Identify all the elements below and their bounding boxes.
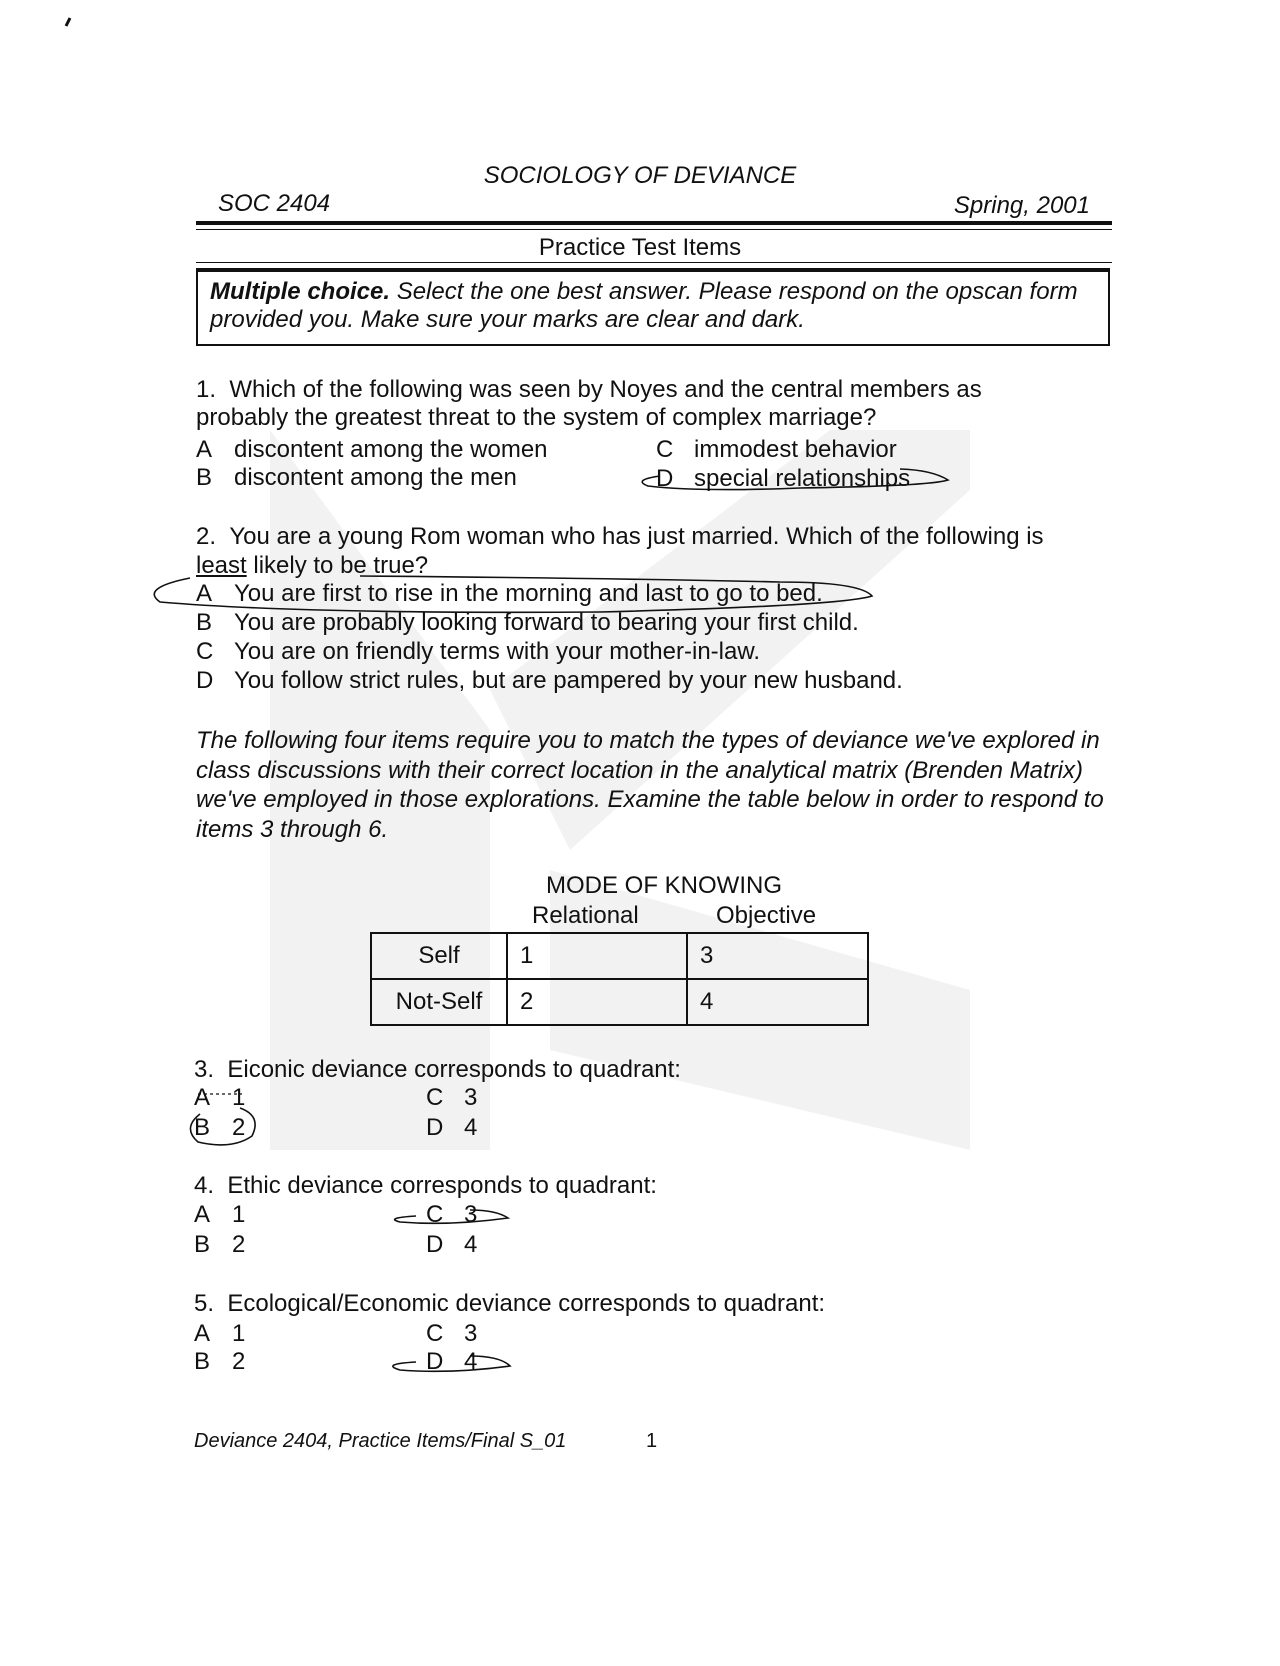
matrix-cell: 1 — [507, 933, 687, 979]
option-1d: D special relationships — [656, 465, 911, 492]
header-rule-thin — [196, 229, 1112, 230]
matrix-column-objective: Objective — [716, 902, 817, 929]
option-3d: D 4 — [426, 1114, 478, 1141]
option-1b: B discontent among the men — [196, 464, 517, 491]
question-number: 1. — [196, 376, 217, 403]
option-1c: C immodest behavior — [656, 436, 897, 463]
stray-mark — [66, 18, 70, 26]
option-2b: B You are probably looking forward to bearing your first child. — [196, 609, 859, 636]
option-3a: A 1 — [194, 1084, 246, 1111]
instructions-box — [196, 268, 1110, 346]
question-text: Eiconic deviance corresponds to quadrant: — [227, 1056, 681, 1083]
option-5a: A 1 — [194, 1320, 246, 1347]
option-3c: C 3 — [426, 1084, 478, 1111]
subtitle: Practice Test Items — [538, 234, 742, 261]
emphasis-least: least — [196, 552, 247, 579]
question-number: 3. — [194, 1056, 215, 1083]
header-rule — [196, 221, 1112, 225]
subtitle-rule — [196, 262, 1112, 263]
instructions-lead: Multiple choice. — [210, 278, 391, 305]
question-number: 4. — [194, 1172, 215, 1199]
question-2: 2. You are a young Rom woman who has just married. Which of the following is least likely to be true? — [196, 523, 1044, 579]
footer-text: Deviance 2404, Practice Items/Final S_01 — [194, 1430, 567, 1452]
question-text: Ecological/Economic deviance corresponds to quadrant: — [227, 1290, 826, 1317]
matching-intro: The following four items require you to match the types of deviance we've explored in class discussions with their correct location in the analytical matrix (Brenden Matrix) we've employed in those explorations. Examine the table below in order to respond to items 3 through 6. — [196, 727, 1104, 843]
question-5 — [194, 1290, 825, 1318]
brenden-matrix — [370, 932, 869, 1026]
matrix-heading: MODE OF KNOWING — [546, 872, 782, 899]
page-number: 1 — [646, 1430, 658, 1452]
term: Spring, 2001 — [953, 192, 1090, 219]
option-2c: C You are on friendly terms with your mother-in-law. — [196, 638, 761, 665]
matrix-cell: 2 — [507, 979, 687, 1025]
question-3 — [194, 1056, 681, 1084]
question-text: Which of the following was seen by Noyes and the central members as probably the greatest threat to the system of complex marriage? — [196, 376, 982, 431]
question-text: Ethic deviance corresponds to quadrant: — [227, 1172, 657, 1199]
matrix-row — [371, 979, 868, 1025]
option-4c: C 3 — [426, 1201, 478, 1228]
matrix-row-label: Self — [371, 933, 507, 979]
question-number: 5. — [194, 1290, 215, 1317]
option-2d: D You follow strict rules, but are pampered by your new husband. — [196, 667, 903, 694]
matrix-column-relational: Relational — [532, 902, 639, 929]
option-5d: D 4 — [426, 1348, 478, 1375]
matrix-cell: 4 — [687, 979, 868, 1025]
option-3b: B 2 — [194, 1114, 246, 1141]
question-number: 2. — [196, 523, 217, 550]
option-4a: A 1 — [194, 1201, 246, 1228]
option-4b: B 2 — [194, 1231, 246, 1258]
question-1 — [196, 376, 1076, 432]
matrix-cell: 3 — [687, 933, 868, 979]
option-5b: B 2 — [194, 1348, 246, 1375]
option-2a: A You are first to rise in the morning and last to go to bed. — [196, 580, 823, 607]
course-title: SOCIOLOGY OF DEVIANCE — [483, 162, 797, 189]
course-code: SOC 2404 — [218, 190, 331, 217]
option-1a: A discontent among the women — [196, 436, 548, 463]
matrix-row-label: Not-Self — [371, 979, 507, 1025]
matrix-row — [371, 933, 868, 979]
instructions-text: Select the one best answer. Please respond on the opscan form provided you. Make sure your marks are clear and dark. — [210, 278, 1078, 333]
option-4d: D 4 — [426, 1231, 478, 1258]
option-5c: C 3 — [426, 1320, 478, 1347]
question-4 — [194, 1172, 657, 1200]
